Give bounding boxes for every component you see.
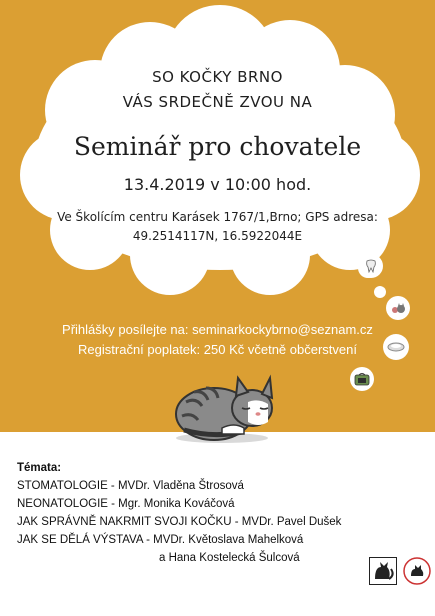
registration-email: Přihlášky posílejte na: seminarkockybrno@seznam.cz: [62, 322, 373, 337]
topic-item: JAK SE DĚLÁ VÝSTAVA - MVDr. Květoslava Mahelková: [17, 534, 304, 546]
address-line: Ve Školícím centru Karásek 1767/1,Brno; GPS adresa:: [57, 210, 378, 224]
tooth-icon: [359, 254, 383, 278]
topic-item: STOMATOLOGIE - MVDr. Vladěna Štrosová: [17, 480, 244, 492]
seminar-date: 13.4.2019 v 10:00 hod.: [123, 175, 312, 194]
topic-item: JAK SPRÁVNĚ NAKRMIT SVOJI KOČKU - MVDr. Pavel Dušek: [17, 516, 342, 528]
club-logo: [369, 557, 397, 585]
registration-fee: Registrační poplatek: 250 Kč včetně občerstvení: [78, 342, 357, 357]
cat-carrier-icon: [350, 367, 374, 391]
invite-line: VÁS SRDEČNĚ ZVOU NA: [122, 93, 313, 111]
topic-item: NEONATOLOGIE - Mgr. Monika Kováčová: [17, 498, 235, 510]
topics-section: [17, 459, 341, 567]
club-logo-round: [403, 557, 431, 585]
sleeping-cat-icon: [172, 372, 280, 444]
cat-family-icon: [386, 296, 410, 320]
topics-heading: Témata:: [17, 462, 62, 474]
gps-coordinates: 49.2514117N, 16.5922044E: [132, 229, 303, 243]
seminar-title: Seminář pro chovatele: [73, 132, 362, 161]
organizer-line: SO KOČKY BRNO: [152, 68, 283, 86]
topic-item-continuation: a Hana Kostelecká Šulcová: [159, 552, 300, 564]
